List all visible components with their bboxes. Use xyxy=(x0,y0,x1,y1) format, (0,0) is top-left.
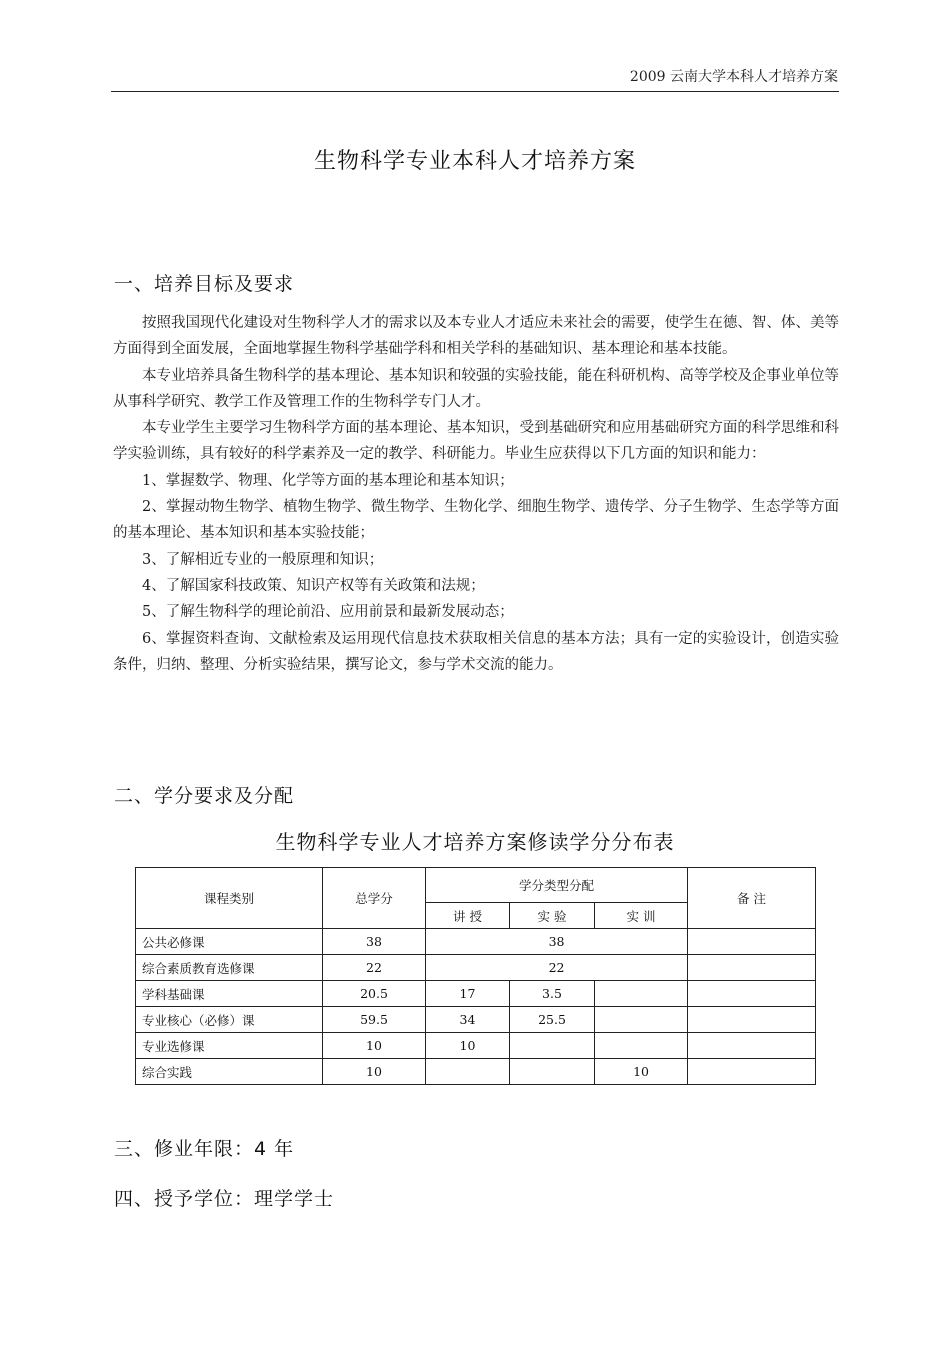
cell-category: 学科基础课 xyxy=(136,981,323,1007)
table-title: 生物科学专业人才培养方案修读学分分布表 xyxy=(275,830,675,854)
cell-training xyxy=(595,981,688,1007)
paragraph: 按照我国现代化建设对生物科学人才的需求以及本专业人才适应未来社会的需要，使学生在德、智、体、美等方面得到全面发展，全面地掌握生物科学基础学科和相关学科的基础知识、基本理论和基本技能。 xyxy=(113,315,839,358)
cell-lecture xyxy=(426,1059,510,1085)
cell-remark xyxy=(688,1033,816,1059)
cell-total: 22 xyxy=(323,955,426,981)
cell-merged-credits: 22 xyxy=(426,955,688,981)
paragraph: 本专业学生主要学习生物科学方面的基本理论、基本知识，受到基础研究和应用基础研究方面的科学思维和科学实验训练，具有较好的科学素养及一定的教学、科研能力。毕业生应获得以下几方面的知识和能力： xyxy=(113,420,839,463)
table-row xyxy=(136,955,816,981)
document-title: 生物科学专业本科人才培养方案 xyxy=(313,149,636,174)
cell-category: 专业选修课 xyxy=(136,1033,323,1059)
section-1-body xyxy=(113,310,839,678)
cell-remark xyxy=(688,981,816,1007)
table-row xyxy=(136,1007,816,1033)
cell-merged-credits: 38 xyxy=(426,929,688,955)
cell-total: 20.5 xyxy=(323,981,426,1007)
header-distribution: 学分类型分配 xyxy=(426,868,688,903)
cell-total: 59.5 xyxy=(323,1007,426,1033)
cell-remark xyxy=(688,1007,816,1033)
list-item: 3、了解相近专业的一般原理和知识； xyxy=(142,551,384,568)
list-item: 2、掌握动物生物学、植物生物学、微生物学、生物化学、细胞生物学、遗传学、分子生物学、生态学等方面的基本理论、基本知识和基本实验技能； xyxy=(113,499,839,542)
table-header-row xyxy=(136,868,816,903)
list-item: 6、掌握资料查询、文献检索及运用现代信息技术获取相关信息的基本方法；具有一定的实验设计，创造实验条件，归纳、整理、分析实验结果，撰写论文，参与学术交流的能力。 xyxy=(113,630,839,673)
header-remark: 备 注 xyxy=(688,868,816,929)
cell-remark xyxy=(688,929,816,955)
cell-total: 10 xyxy=(323,1033,426,1059)
cell-lab: 3.5 xyxy=(510,981,595,1007)
cell-lecture: 10 xyxy=(426,1033,510,1059)
cell-category: 公共必修课 xyxy=(136,929,323,955)
cell-lab: 25.5 xyxy=(510,1007,595,1033)
cell-lecture: 17 xyxy=(426,981,510,1007)
cell-lab xyxy=(510,1033,595,1059)
cell-total: 38 xyxy=(323,929,426,955)
cell-training xyxy=(595,1007,688,1033)
cell-remark xyxy=(688,1059,816,1085)
cell-training xyxy=(595,1033,688,1059)
running-header: 2009 云南大学本科人才培养方案 xyxy=(629,69,838,85)
header-category: 课程类别 xyxy=(136,868,323,929)
cell-category: 专业核心（必修）课 xyxy=(136,1007,323,1033)
table-row xyxy=(136,981,816,1007)
list-item: 5、了解生物科学的理论前沿、应用前景和最新发展动态； xyxy=(142,604,514,621)
header-total: 总学分 xyxy=(323,868,426,929)
header-rule xyxy=(111,91,839,92)
credit-table xyxy=(135,867,816,1085)
cell-lab xyxy=(510,1059,595,1085)
cell-remark xyxy=(688,955,816,981)
section-heading-4: 四、授予学位：理学学士 xyxy=(114,1188,335,1210)
list-item: 1、掌握数学、物理、化学等方面的基本理论和基本知识； xyxy=(142,472,514,489)
section-heading-3: 三、修业年限：4 年 xyxy=(114,1138,295,1160)
cell-category: 综合实践 xyxy=(136,1059,323,1085)
paragraph: 本专业培养具备生物科学的基本理论、基本知识和较强的实验技能，能在科研机构、高等学校及企事业单位等从事科学研究、教学工作及管理工作的生物科学专门人才。 xyxy=(113,367,839,410)
table-row xyxy=(136,929,816,955)
cell-lecture: 34 xyxy=(426,1007,510,1033)
header-lecture: 讲 授 xyxy=(426,903,510,929)
section-heading-2: 二、学分要求及分配 xyxy=(114,785,295,807)
cell-category: 综合素质教育选修课 xyxy=(136,955,323,981)
cell-training: 10 xyxy=(595,1059,688,1085)
cell-total: 10 xyxy=(323,1059,426,1085)
header-training: 实 训 xyxy=(595,903,688,929)
table-row xyxy=(136,1033,816,1059)
header-lab: 实 验 xyxy=(510,903,595,929)
list-item: 4、了解国家科技政策、知识产权等有关政策和法规； xyxy=(142,577,485,594)
table-row xyxy=(136,1059,816,1085)
section-heading-1: 一、培养目标及要求 xyxy=(114,273,295,295)
